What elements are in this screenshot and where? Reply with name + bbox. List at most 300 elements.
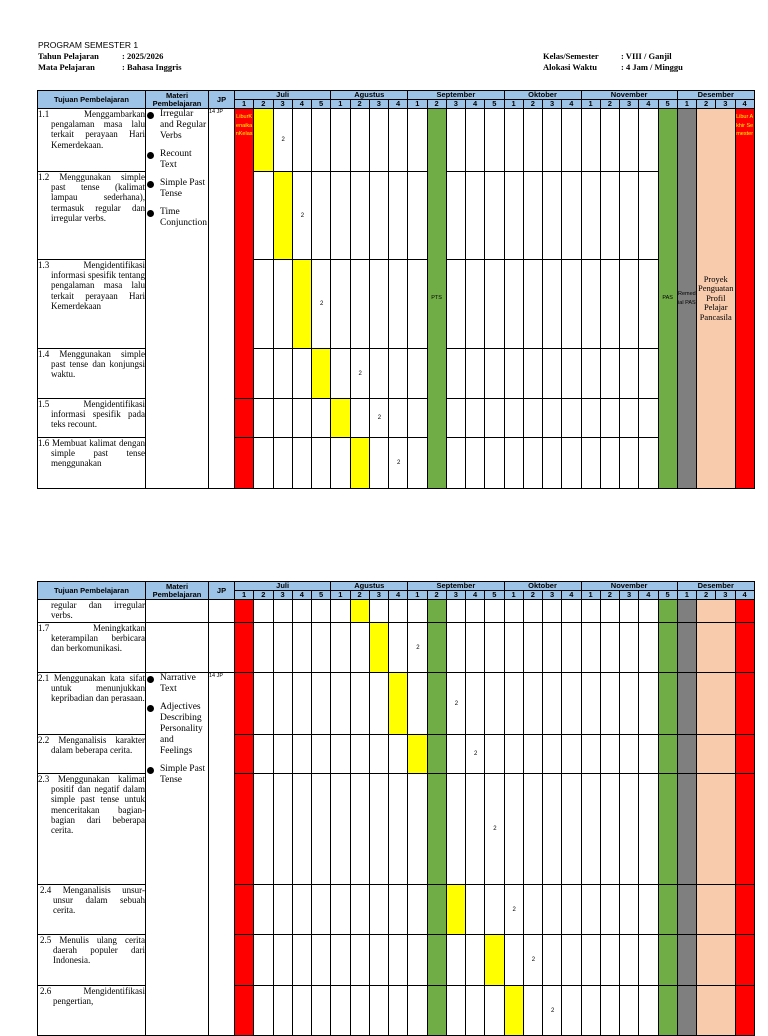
t1-header-week: 3 xyxy=(716,100,735,109)
t1-header-week: 1 xyxy=(581,100,600,109)
t2-header-week: 2 xyxy=(523,591,542,600)
materi-cell xyxy=(146,673,209,1036)
schedule-cell xyxy=(292,438,311,489)
schedule-cell xyxy=(620,109,639,172)
libur-cell xyxy=(235,600,254,623)
schedule-cell xyxy=(639,774,658,885)
t1-header-week: 3 xyxy=(446,100,465,109)
schedule-cell xyxy=(466,623,485,673)
schedule-cell xyxy=(562,349,581,399)
libur-cell xyxy=(235,623,254,673)
schedule-cell xyxy=(446,172,465,260)
materi-item: Time Conjunction xyxy=(146,207,208,229)
schedule-cell xyxy=(369,735,388,774)
schedule-cell xyxy=(446,935,465,986)
schedule-cell xyxy=(254,349,273,399)
schedule-cell xyxy=(369,260,388,349)
t2-header-week: 3 xyxy=(620,591,639,600)
schedule-cell xyxy=(312,399,331,438)
schedule-cell xyxy=(331,600,350,623)
t2-header-week: 1 xyxy=(408,591,427,600)
schedule-week-active xyxy=(485,935,504,986)
libur-akhir-cell xyxy=(735,935,754,986)
schedule-cell xyxy=(620,735,639,774)
schedule-cell xyxy=(562,673,581,735)
t2-header-week: 4 xyxy=(466,591,485,600)
remedial-pas-cell xyxy=(677,735,696,774)
schedule-cell xyxy=(389,399,408,438)
tp-text: 2.4 Menganalisis unsur-unsur dalam sebuah cerita. xyxy=(40,885,145,916)
schedule-cell xyxy=(292,109,311,172)
schedule-cell xyxy=(466,349,485,399)
schedule-cell xyxy=(446,623,465,673)
schedule-cell xyxy=(312,623,331,673)
schedule-cell xyxy=(600,349,619,399)
tp-text: 2.2 Menganalisis karakter dalam beberapa cerita. xyxy=(38,735,145,756)
schedule-cell xyxy=(389,735,408,774)
t2-header-week: 4 xyxy=(389,591,408,600)
schedule-cell xyxy=(254,399,273,438)
schedule-cell xyxy=(408,172,427,260)
schedule-cell xyxy=(408,774,427,885)
schedule-week-active xyxy=(350,438,369,489)
schedule-cell xyxy=(331,735,350,774)
schedule-table-2 xyxy=(37,581,755,1036)
schedule-cell xyxy=(254,260,273,349)
proyek-p5-cell xyxy=(697,600,736,623)
schedule-cell xyxy=(254,172,273,260)
schedule-cell xyxy=(312,885,331,935)
pts-cell xyxy=(427,735,446,774)
schedule-cell xyxy=(581,623,600,673)
schedule-cell xyxy=(389,260,408,349)
schedule-cell xyxy=(504,260,523,349)
tp-cell xyxy=(38,623,146,673)
materi-cell xyxy=(146,600,209,623)
jp-per-week: 2 xyxy=(369,399,388,438)
tp-text: 1.3 Mengidentifikasi informasi spesifik tentang pengalaman masa lalu terkait perayaan Hari Kemerdekaan xyxy=(38,260,145,311)
schedule-cell xyxy=(292,774,311,885)
t1-header-week: 3 xyxy=(273,100,292,109)
schedule-cell xyxy=(369,774,388,885)
t1-header-week: 3 xyxy=(369,100,388,109)
libur-cell xyxy=(235,673,254,735)
schedule-cell xyxy=(273,935,292,986)
t1-header-month: Desember xyxy=(677,91,754,100)
schedule-cell xyxy=(254,885,273,935)
schedule-cell xyxy=(639,986,658,1036)
schedule-cell xyxy=(562,735,581,774)
schedule-cell xyxy=(523,109,542,172)
schedule-cell xyxy=(543,399,562,438)
t1-header-week: 5 xyxy=(658,100,677,109)
t2-header-jp: JP xyxy=(209,582,235,600)
schedule-cell xyxy=(273,735,292,774)
schedule-cell xyxy=(581,260,600,349)
schedule-cell xyxy=(543,438,562,489)
schedule-cell xyxy=(504,673,523,735)
schedule-cell xyxy=(389,349,408,399)
schedule-cell xyxy=(543,600,562,623)
schedule-cell xyxy=(466,986,485,1036)
tp-cell xyxy=(38,260,146,349)
schedule-cell xyxy=(485,673,504,735)
t2-header-week: 1 xyxy=(331,591,350,600)
pts-cell xyxy=(427,673,446,735)
tp-cell xyxy=(38,774,146,885)
schedule-cell xyxy=(369,885,388,935)
t1-header-week: 4 xyxy=(562,100,581,109)
t1-header-week: 4 xyxy=(292,100,311,109)
schedule-cell xyxy=(369,986,388,1036)
schedule-cell xyxy=(312,600,331,623)
t1-header-week: 4 xyxy=(466,100,485,109)
pts-cell xyxy=(427,774,446,885)
schedule-cell xyxy=(350,399,369,438)
tp-text: 2.5 Menulis ulang cerita daerah populer dari Indonesia. xyxy=(40,935,145,966)
schedule-cell xyxy=(446,438,465,489)
schedule-cell xyxy=(331,673,350,735)
schedule-cell xyxy=(600,600,619,623)
schedule-cell xyxy=(581,109,600,172)
schedule-cell xyxy=(504,438,523,489)
schedule-cell xyxy=(620,623,639,673)
schedule-cell xyxy=(620,260,639,349)
schedule-cell xyxy=(523,623,542,673)
libur-cell xyxy=(235,986,254,1036)
t2-header-week: 3 xyxy=(369,591,388,600)
schedule-cell xyxy=(504,600,523,623)
t1-header-month: Juli xyxy=(235,91,331,100)
schedule-cell xyxy=(562,885,581,935)
schedule-cell xyxy=(273,986,292,1036)
tahun-label: Tahun Pelajaran xyxy=(38,51,99,61)
materi-item: Simple Past Tense xyxy=(146,178,208,200)
jp-per-week: 2 xyxy=(292,172,311,260)
schedule-cell xyxy=(408,399,427,438)
schedule-cell xyxy=(292,399,311,438)
t2-header-month: September xyxy=(408,582,504,591)
pts-cell xyxy=(427,885,446,935)
tp-text: 2.3 Menggunakan kalimat positif dan negatif dalam simple past tense untuk menceritakan bagian-bagian dari beberapa cerita. xyxy=(38,774,145,836)
schedule-cell xyxy=(639,935,658,986)
t2-header-month: Desember xyxy=(677,582,754,591)
mapel-label: Mata Pelajaran xyxy=(38,62,95,72)
schedule-cell xyxy=(562,774,581,885)
t2-header-week: 5 xyxy=(658,591,677,600)
libur-akhir-cell xyxy=(735,600,754,623)
libur-akhir-cell xyxy=(735,774,754,885)
schedule-cell xyxy=(620,774,639,885)
schedule-cell xyxy=(639,399,658,438)
schedule-cell xyxy=(446,349,465,399)
tp-cell xyxy=(38,735,146,774)
t1-header-month: Agustus xyxy=(331,91,408,100)
schedule-cell xyxy=(543,623,562,673)
t1-header-week: 2 xyxy=(523,100,542,109)
schedule-cell xyxy=(485,600,504,623)
t1-header-week: 5 xyxy=(485,100,504,109)
t2-header-month: Oktober xyxy=(504,582,581,591)
schedule-cell xyxy=(620,935,639,986)
pas-cell xyxy=(658,935,677,986)
t1-header-week: 4 xyxy=(639,100,658,109)
schedule-cell xyxy=(466,172,485,260)
tp-text: regular dan irregular verbs. xyxy=(51,600,145,621)
materi-item: Simple Past Tense xyxy=(146,764,208,786)
pts-cell xyxy=(427,600,446,623)
proyek-p5-cell: Proyek Penguatan Profil Pelajar Pancasila xyxy=(697,109,736,489)
schedule-cell xyxy=(639,349,658,399)
jp-cell xyxy=(209,600,235,623)
schedule-cell xyxy=(350,623,369,673)
schedule-cell xyxy=(600,623,619,673)
kelas-label: Kelas/Semester xyxy=(543,51,599,61)
t2-header-week: 2 xyxy=(427,591,446,600)
materi-item: Adjectives Describing Personality and Feelings xyxy=(146,702,208,757)
tp-cell xyxy=(38,438,146,489)
schedule-cell xyxy=(562,600,581,623)
schedule-cell xyxy=(312,438,331,489)
materi-item: Narrative Text xyxy=(146,673,208,695)
schedule-cell xyxy=(389,623,408,673)
schedule-cell xyxy=(331,260,350,349)
schedule-cell xyxy=(504,774,523,885)
t1-header-materi: Materi Pembelajaran xyxy=(146,91,209,109)
tp-cell xyxy=(38,172,146,260)
libur-akhir-semester: Libur Akhir Semester xyxy=(735,109,754,489)
schedule-cell xyxy=(620,172,639,260)
schedule-cell xyxy=(620,673,639,735)
tp-text: 1.7 Meningkatkan keterampilan berbicara dan berkomunikasi. xyxy=(38,623,145,654)
schedule-cell xyxy=(254,986,273,1036)
remedial-pas-cell xyxy=(677,673,696,735)
schedule-cell xyxy=(562,260,581,349)
schedule-cell xyxy=(523,260,542,349)
pas-cell xyxy=(658,623,677,673)
t1-header-month: September xyxy=(408,91,504,100)
schedule-cell xyxy=(350,735,369,774)
tahun-value: : 2025/2026 xyxy=(122,51,164,61)
schedule-cell xyxy=(581,673,600,735)
remedial-pas-cell: Remedial PAS xyxy=(677,109,696,489)
schedule-cell xyxy=(639,438,658,489)
schedule-cell xyxy=(292,986,311,1036)
t2-header-week: 3 xyxy=(543,591,562,600)
schedule-week-active xyxy=(331,399,350,438)
t2-header-tujuan: Tujuan Pembelajaran xyxy=(38,582,146,600)
schedule-cell xyxy=(273,349,292,399)
schedule-cell xyxy=(485,986,504,1036)
schedule-cell xyxy=(254,774,273,885)
schedule-cell xyxy=(254,600,273,623)
libur-akhir-cell xyxy=(735,885,754,935)
pas-cell: PAS xyxy=(658,109,677,489)
schedule-cell xyxy=(581,735,600,774)
schedule-cell xyxy=(312,172,331,260)
libur-akhir-cell xyxy=(735,623,754,673)
schedule-cell xyxy=(331,623,350,673)
schedule-cell xyxy=(389,885,408,935)
t2-header-week: 4 xyxy=(639,591,658,600)
schedule-cell xyxy=(600,673,619,735)
schedule-cell xyxy=(369,673,388,735)
schedule-cell xyxy=(562,986,581,1036)
kelas-value: : VIII / Ganjil xyxy=(621,51,672,61)
schedule-cell xyxy=(292,623,311,673)
schedule-cell xyxy=(504,349,523,399)
t2-header-week: 2 xyxy=(350,591,369,600)
proyek-p5-cell xyxy=(697,774,736,885)
schedule-cell xyxy=(273,399,292,438)
t2-header-month: November xyxy=(581,582,677,591)
libur-akhir-cell xyxy=(735,986,754,1036)
schedule-cell xyxy=(543,774,562,885)
t1-header-week: 3 xyxy=(620,100,639,109)
pas-cell xyxy=(658,673,677,735)
alokasi-value: : 4 Jam / Minggu xyxy=(621,62,683,72)
proyek-p5-cell xyxy=(697,623,736,673)
remedial-pas-cell xyxy=(677,774,696,885)
t2-header-week: 3 xyxy=(716,591,735,600)
proyek-p5-cell xyxy=(697,986,736,1036)
schedule-cell xyxy=(389,774,408,885)
schedule-cell xyxy=(639,600,658,623)
t1-header-week: 2 xyxy=(350,100,369,109)
pas-cell xyxy=(658,600,677,623)
t2-header-week: 1 xyxy=(504,591,523,600)
schedule-cell xyxy=(254,623,273,673)
header-left xyxy=(38,51,182,73)
schedule-cell xyxy=(504,172,523,260)
schedule-cell xyxy=(331,349,350,399)
t2-header-week: 4 xyxy=(735,591,754,600)
schedule-cell xyxy=(446,260,465,349)
t2-header-week: 1 xyxy=(677,591,696,600)
pts-cell xyxy=(427,935,446,986)
schedule-cell xyxy=(620,885,639,935)
schedule-cell xyxy=(408,109,427,172)
schedule-week-active xyxy=(389,673,408,735)
schedule-cell xyxy=(331,774,350,885)
schedule-cell xyxy=(331,885,350,935)
t1-header-week: 2 xyxy=(254,100,273,109)
schedule-cell xyxy=(562,623,581,673)
materi-item: Recount Text xyxy=(146,149,208,171)
schedule-week-active xyxy=(292,260,311,349)
schedule-cell xyxy=(600,774,619,885)
schedule-cell xyxy=(485,438,504,489)
jp-per-week: 2 xyxy=(350,349,369,399)
schedule-cell xyxy=(312,735,331,774)
tp-cell xyxy=(38,935,146,986)
schedule-cell xyxy=(292,349,311,399)
jp-per-week: 2 xyxy=(312,260,331,349)
remedial-pas-cell xyxy=(677,600,696,623)
schedule-cell xyxy=(466,399,485,438)
libur-kenaikan-kelas: LiburKenaikanKelas xyxy=(235,109,254,399)
schedule-cell xyxy=(254,935,273,986)
schedule-cell xyxy=(331,986,350,1036)
jp-per-week: 2 xyxy=(504,885,523,935)
jp-per-week: 2 xyxy=(408,623,427,673)
schedule-cell xyxy=(485,399,504,438)
schedule-cell xyxy=(446,109,465,172)
schedule-week-active xyxy=(408,735,427,774)
schedule-cell xyxy=(523,986,542,1036)
schedule-cell xyxy=(292,600,311,623)
schedule-cell xyxy=(466,438,485,489)
schedule-cell xyxy=(543,349,562,399)
schedule-cell xyxy=(369,935,388,986)
remedial-pas-cell xyxy=(677,935,696,986)
t2-header-week: 3 xyxy=(446,591,465,600)
schedule-cell xyxy=(523,885,542,935)
schedule-cell xyxy=(523,774,542,885)
schedule-cell xyxy=(485,349,504,399)
schedule-cell xyxy=(350,673,369,735)
schedule-cell xyxy=(504,735,523,774)
proyek-p5-cell xyxy=(697,673,736,735)
schedule-cell xyxy=(273,260,292,349)
schedule-cell xyxy=(273,600,292,623)
t1-header-week: 5 xyxy=(312,100,331,109)
schedule-cell xyxy=(562,172,581,260)
schedule-cell xyxy=(254,438,273,489)
libur-cell xyxy=(235,399,254,438)
t2-header-week: 4 xyxy=(562,591,581,600)
schedule-week-active xyxy=(350,600,369,623)
tp-text: 1.6 Membuat kalimat dengan simple past tense menggunakan xyxy=(38,438,145,469)
t1-header-jp: JP xyxy=(209,91,235,109)
schedule-week-active xyxy=(254,109,273,172)
schedule-cell xyxy=(312,673,331,735)
schedule-cell xyxy=(523,399,542,438)
schedule-cell xyxy=(369,438,388,489)
schedule-cell xyxy=(350,109,369,172)
jp-per-week: 2 xyxy=(389,438,408,489)
schedule-cell xyxy=(408,885,427,935)
schedule-cell xyxy=(485,109,504,172)
schedule-cell xyxy=(485,172,504,260)
schedule-cell xyxy=(543,885,562,935)
materi-cell xyxy=(146,623,209,673)
schedule-cell xyxy=(369,600,388,623)
schedule-cell xyxy=(446,399,465,438)
t1-header-week: 2 xyxy=(427,100,446,109)
schedule-cell xyxy=(331,935,350,986)
libur-cell xyxy=(235,438,254,489)
schedule-cell xyxy=(254,673,273,735)
jp-per-week: 2 xyxy=(273,109,292,172)
schedule-cell xyxy=(369,349,388,399)
schedule-cell xyxy=(312,935,331,986)
schedule-week-active xyxy=(273,172,292,260)
schedule-cell xyxy=(408,349,427,399)
schedule-cell xyxy=(389,600,408,623)
schedule-week-active xyxy=(446,885,465,935)
jp-total: 14 JP xyxy=(209,673,235,1036)
schedule-cell xyxy=(312,986,331,1036)
schedule-cell xyxy=(292,735,311,774)
schedule-cell xyxy=(292,673,311,735)
schedule-cell xyxy=(389,935,408,986)
libur-cell xyxy=(235,885,254,935)
schedule-cell xyxy=(523,172,542,260)
t1-header-week: 3 xyxy=(543,100,562,109)
schedule-cell xyxy=(581,172,600,260)
tp-text: 1.1 Menggambarkan pengalaman masa lalu terkait perayaan Hari Kemerdekaan. xyxy=(38,109,145,150)
